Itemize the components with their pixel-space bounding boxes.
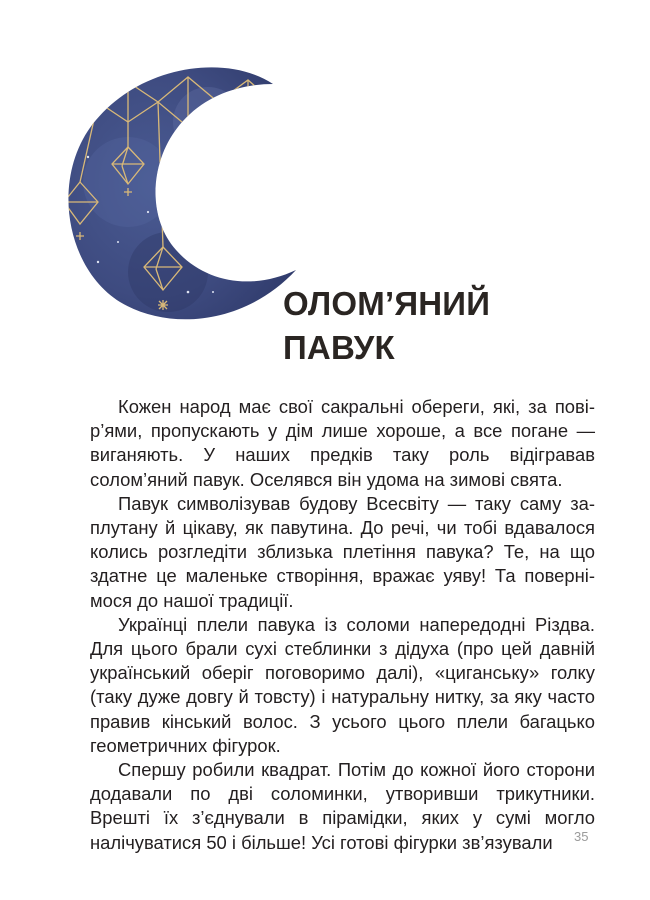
page-title	[283, 282, 490, 370]
title-line-2: ПАВУК	[283, 329, 395, 366]
dropcap-c-illustration	[58, 62, 298, 332]
paragraph-1: Кожен народ має свої сакральні обереги, які, за повір’ями, пропускають у дім лише хороше, а все погане — виганяють. У наших предків таку роль відігравав солом’яний павук. Оселявся він удома на зимові свята.	[90, 396, 595, 490]
article-body	[90, 395, 595, 855]
page-number: 35	[574, 829, 589, 844]
title-line-1: ОЛОМ’ЯНИЙ	[283, 285, 491, 322]
paragraph-4: Спершу робили квадрат. Потім до кожної його сторони додавали по дві соломинки, утворивши трикутники. Врешті їх з’єднували в пірамідки, яких у сумі могло налічуватися 50 і більше! Усі готові фігурки зв’язували	[90, 759, 595, 853]
paragraph-3: Українці плели павука із соломи напередодні Різдва. Для цього брали сухі стеблинки з дідуха (про цей давній український оберіг поговоримо далі), «циганську» голку (таку дуже довгу й товсту) і натуральну нитку, за яку часто правив кінський волос. З усього цього плели багацько геометричних фігурок.	[90, 613, 595, 756]
paragraph-2: Павук символізував будову Всесвіту — таку саму заплутану й цікаву, як павутина. До речі, чи тобі вдавалося колись розгледіти зблизька плетіння павука? Те, на що здатне це маленьке створіння, вражає уяву! Та повернімося до нашої традиції.	[90, 492, 595, 611]
